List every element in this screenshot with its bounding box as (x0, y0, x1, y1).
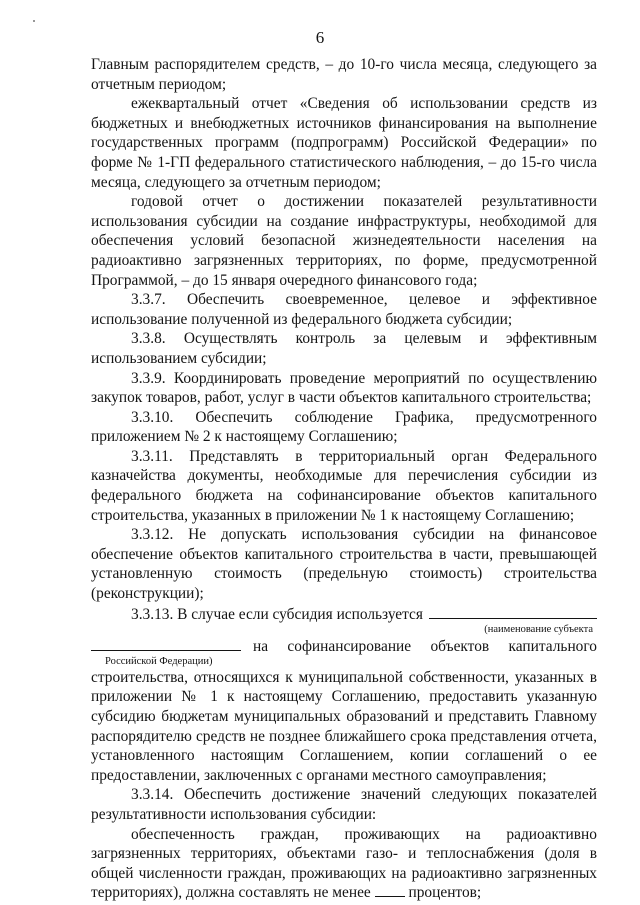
paragraph-3-3-10: 3.3.10. Обеспечить соблюдение Графика, предусмотренного приложением № 2 к настоящему Соглашению; (91, 408, 597, 446)
paragraph-3-3-7: 3.3.7. Обеспечить своевременное, целевое и эффективное использование полученной из федерального бюджета субсидии; (91, 291, 597, 328)
paragraph-3-3-13-row2: на софинансирование объектов капитального (253, 638, 597, 656)
document-body (91, 55, 597, 903)
indicator-provision-end: процентов; (408, 884, 482, 902)
paragraph-annual-report: годовой отчет о достижении показателей результативности использования субсидии на создание инфраструктуры, необходимой для обеспечения условий безопасной жизнедеятельности населения на радиоактивно загрязненных территориях, по форме, предусмотренной Программой, – до 15 января очередного финансового года; (91, 193, 597, 289)
subject-name-caption-2: Российской Федерации) (105, 655, 213, 667)
paragraph-quarterly-report: ежеквартальный отчет «Сведения об использовании средств из бюджетных и внебюджетных источников финансирования на выполнение государственных программ (подпрограмм) Российской Федерации» по форме № 1-ГП федерального статистического наблюдения, – до 15-го числа месяца, следующего за отчетным периодом; (91, 95, 597, 191)
paragraph-3-3-13 (91, 604, 597, 786)
subject-name-caption: (наименование субъекта (484, 624, 593, 636)
percent-value-blank (375, 884, 405, 897)
paragraph-3-3-9: 3.3.9. Координировать проведение мероприятий по осуществлению закупок товаров, работ, услуг в части объектов капитального строительства; (91, 369, 597, 407)
paragraph-3-3-12: 3.3.12. Не допускать использования субсидии на финансовое обеспечение объектов капитального строительства в части, превышающей установленную стоимость (предельную стоимость) строительства (реконструкции); (91, 526, 597, 603)
page-number: 6 (315, 28, 325, 47)
subject-name-blank (429, 604, 597, 619)
paragraph-3-3-13-rest: строительства, относящихся к муниципальной собственности, указанных в приложении № 1 к настоящему Соглашению, предоставить указанную субсидию бюджетам муниципальных образований и представить Главному распорядителю средств не позднее ближайшего срока представления отчета, установленного настоящим Соглашением, копии соглашений о ее предоставлении, заключенных с органами местного самоуправления; (91, 668, 597, 784)
paragraph-3-3-14: 3.3.14. Обеспечить достижение значений следующих показателей результативности использования субсидии: (91, 786, 597, 823)
paragraph-indicator-provision (91, 825, 597, 903)
paragraph-3-3-8: 3.3.8. Осуществлять контроль за целевым и эффективным использованием субсидии; (91, 330, 597, 367)
indicator-provision-text: обеспеченность граждан, проживающих на радиоактивно загрязненных территориях, объектами газо- и теплоснабжения (доля в общей численности граждан, проживающих на радиоактивно загрязненных территориях), должна составлять не менее (91, 825, 597, 902)
paragraph-3-3-11: 3.3.11. Представлять в территориальный орган Федерального казначейства документы, необходимые для перечисления субсидии из федерального бюджета на софинансирование объектов капитального строительства, указанных в приложении № 1 к настоящему Соглашению; (91, 447, 597, 524)
paragraph-3-3-13-lead: 3.3.13. В случае если субсидия используется (131, 605, 423, 623)
scan-speck (33, 20, 35, 22)
subject-name-blank-2 (91, 636, 241, 651)
paragraph-main-manager-deadline: Главным распорядителем средств, – до 10-го числа месяца, следующего за отчетным периодом; (91, 56, 597, 93)
